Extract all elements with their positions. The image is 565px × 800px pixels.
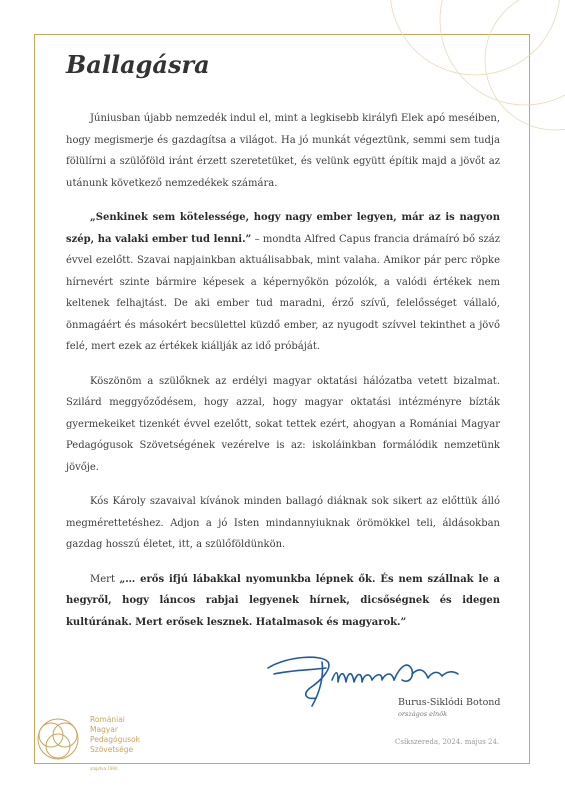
logo-line: Magyar (90, 725, 118, 734)
body-paragraph (66, 569, 500, 634)
logo-text (90, 715, 140, 755)
organization-logo (34, 712, 234, 772)
body-paragraph (66, 207, 500, 358)
place-and-date: Csíkszereda, 2024. május 24. (395, 738, 500, 746)
letter-body (66, 108, 500, 646)
paragraph-text: – mondta Alfred Capus francia drámaíró bő száz évvel ezelőtt. Szavai napjainkban aktuálisabbak, mint valaha. Amikor pár perc röpke hírnevért szinte bármire képesek a képernyőkön pózolók, a valódi értékek nem keltenek felhajtást. De aki ember tud maradni, érző szívű, felelősséget vállaló, önmagáért és másokért becsülettel küzdő ember, az nyugodt szívvel tekinthet a jövő felé, mert ezek az értékek kiállják az idő próbáját. (66, 233, 500, 352)
paragraph-text: Júniusban újabb nemzedék indul el, mint a legkisebb királyfi Elek apó meséiben, hogy megismerje és gazdagítsa a világot. Ha jó munkát végeztünk, semmi sem tudja fölülírni a szülőföld iránt érzett szeretetüket, és velünk együtt építik majd a jövőt az utánunk következő nemzedékek számára. (66, 113, 500, 189)
body-paragraph (66, 108, 500, 194)
logo-line: Pedagógusok (90, 735, 140, 744)
logo-line: Szövetsége (90, 745, 134, 754)
logo-line: Romániai (90, 715, 125, 724)
quote-text: „… erős ifjú lábakkal nyomunkba lépnek ők. És nem szállnak le a hegyről, hogy láncos rabjai legyenek hírnek, dicsőségnek és idegen kultúrának. Mert erősek lesznek. Hatalmasok és magyarok.” (66, 573, 501, 628)
paragraph-text: Kós Károly szavaival kívánok minden ballagó diáknak sok sikert az előttük álló megmérettetéshez. Adjon a jó Isten mindannyiuknak örömökkel teli, áldásokban gazdag hosszú életet, itt, a szülőföldünkön. (66, 496, 500, 550)
quote-text: „Senkinek sem kötelessége, hogy nagy ember legyen, már az is nagyon szép, ha valaki ember tud lenni.” (66, 212, 500, 245)
rmpsz-logo-icon (34, 715, 82, 763)
body-paragraph (66, 371, 500, 479)
body-paragraph (66, 491, 500, 556)
paragraph-text: Köszönöm a szülőknek az erdélyi magyar oktatási hálózatba vetett bizalmat. Szilárd meggyőződésem, hogy azzal, hogy magyar oktatási intézményre bízták gyermekeiket tizenkét évvel ezelőtt, sokat tettek ezért, ahogyan a Romániai Magyar Pedagógusok Szövetségének vezérelve is az: iskoláinkban formálódik nemzetünk jövője. (66, 375, 500, 473)
paragraph-text: Mert (90, 573, 120, 585)
page-title: Ballagásra (66, 50, 210, 79)
signer-name: Burus-Siklódi Botond (398, 697, 501, 708)
logo-founded-text: alapítva 1990 (90, 766, 118, 771)
signer-role: országos elnök (398, 710, 448, 718)
